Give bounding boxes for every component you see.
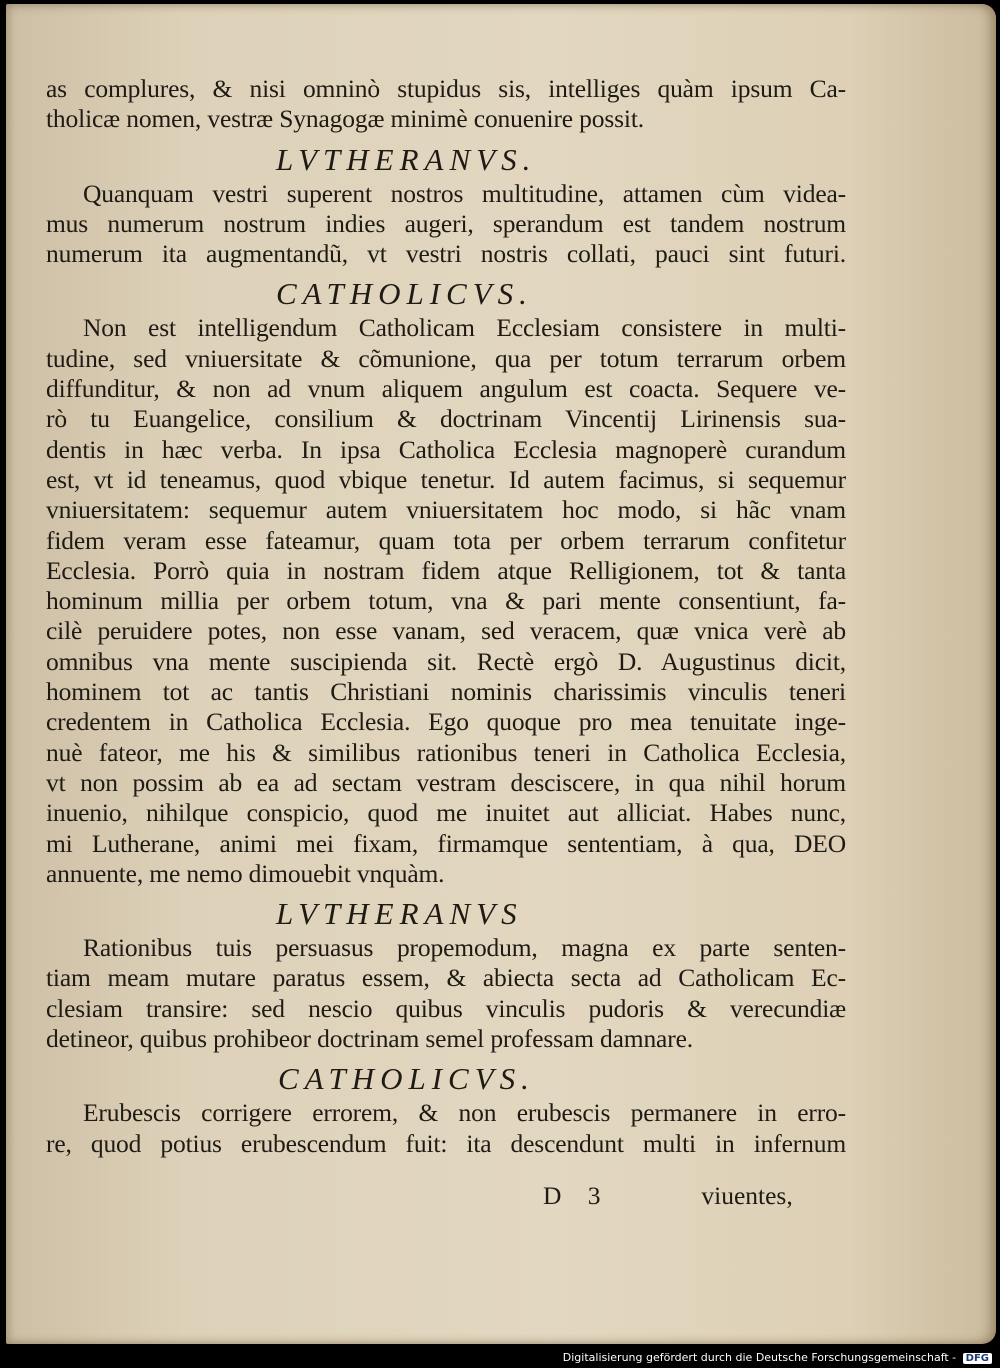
text-line: tudine, sed vniuersitate & cõmunione, qua per totum terrarum orbem <box>46 343 846 373</box>
text-line: tholicæ nomen, vestræ Synagogæ minimè conuenire possit. <box>46 104 645 134</box>
paragraph-lutheranus-1 <box>46 179 846 270</box>
speaker-heading-catholicus: CATHOLICVS. <box>276 276 533 312</box>
dfg-logo: DFG <box>963 1353 992 1364</box>
book-page <box>6 4 996 1344</box>
text-line: tiam meam mutare paratus essem, & abiecta secta ad Catholicam Ec- <box>46 963 846 993</box>
text-line: cilè peruidere potes, non esse vanam, sed veracem, quæ vnica verè ab <box>46 616 846 646</box>
text-line: rò tu Euangelice, consilium & doctrinam Vincentij Lirinensis sua- <box>46 404 846 434</box>
text-line: inuenio, nihilque conspicio, quod me inuitet aut alliciat. Habes nunc, <box>46 798 846 828</box>
text-line: dentis in hæc verba. In ipsa Catholica Ecclesia magnoperè curandum <box>46 434 846 464</box>
text-line: detineor, quibus prohibeor doctrinam semel professam damnare. <box>46 1024 693 1054</box>
page-footer <box>543 1181 843 1211</box>
text-line: clesiam transire: sed nescio quibus vinculis pudoris & verecundiæ <box>46 993 846 1023</box>
paragraph-catholicus-2 <box>46 1098 846 1159</box>
text-line: hominum millia per orbem totum, vna & pari mente consentiunt, fa- <box>46 586 846 616</box>
text-line: mus numerum nostrum indies augeri, sperandum est tandem nostrum <box>46 208 846 238</box>
text-line: re, quod potius erubescendum fuit: ita descendunt multi in infernum <box>46 1128 846 1158</box>
text-line: Erubescis corrigere errorem, & non erubescis permanere in erro- <box>83 1098 846 1128</box>
signature-mark: D 3 <box>543 1181 611 1210</box>
text-line: credentem in Catholica Ecclesia. Ego quoque pro mea tenuitate inge- <box>46 707 846 737</box>
paragraph-catholicus-1 <box>46 313 846 889</box>
text-line: Quanquam vestri superent nostros multitudine, attamen cùm videa- <box>83 178 846 208</box>
credit-text: Digitalisierung gefördert durch die Deutsche Forschungsgemeinschaft - <box>562 1351 957 1364</box>
text-line: Non est intelligendum Catholicam Ecclesiam consistere in multi- <box>83 313 846 343</box>
text-line: nuè fateor, me his & similibus rationibus teneri in Catholica Ecclesia, <box>46 737 846 767</box>
text-line: as complures, & nisi omninò stupidus sis, intelliges quàm ipsum Ca- <box>46 74 846 103</box>
text-line: numerum ita augmentandũ, vt vestri nostris collati, pauci sint futuri. <box>46 239 846 269</box>
catchword: viuentes, <box>701 1181 793 1210</box>
text-line: fidem veram esse fateamur, quam tota per orbem terrarum confitetur <box>46 525 846 555</box>
paragraph-lutheranus-2 <box>46 933 846 1054</box>
text-line: hominem tot ac tantis Christiani nominis charissimis vinculis teneri <box>46 677 846 707</box>
speaker-heading-lutheranus: LVTHERANVS <box>276 896 523 932</box>
text-line: omnibus vna mente suscipienda sit. Rectè ergò D. Augustinus dicit, <box>46 646 846 676</box>
text-line: annuente, me nemo dimouebit vnquàm. <box>46 858 445 888</box>
digitization-credit <box>563 1351 992 1364</box>
speaker-heading-lutheranus: LVTHERANVS. <box>276 141 537 177</box>
text-line: vniuersitatem: sequemur autem vniuersitatem hoc modo, si hãc vnam <box>46 495 846 525</box>
text-line: diffunditur, & non ad vnum aliquem angulum est coacta. Sequere ve- <box>46 374 846 404</box>
text-line: Ecclesia. Porrò quia in nostram fidem atque Relligionem, tot & tanta <box>46 555 846 585</box>
intro-lines <box>46 74 846 135</box>
page-text <box>46 74 846 1159</box>
speaker-heading-catholicus: CATHOLICVS. <box>278 1061 535 1097</box>
text-line: est, vt id teneamus, quod vbique tenetur. Id autem facimus, si sequemur <box>46 464 846 494</box>
text-line: mi Lutherane, animi mei fixam, firmamque sententiam, à qua, DEO <box>46 828 846 858</box>
text-line: Rationibus tuis persuasus propemodum, magna ex parte senten- <box>83 933 846 963</box>
text-line: vt non possim ab ea ad sectam vestram desciscere, in qua nihil horum <box>46 767 846 797</box>
